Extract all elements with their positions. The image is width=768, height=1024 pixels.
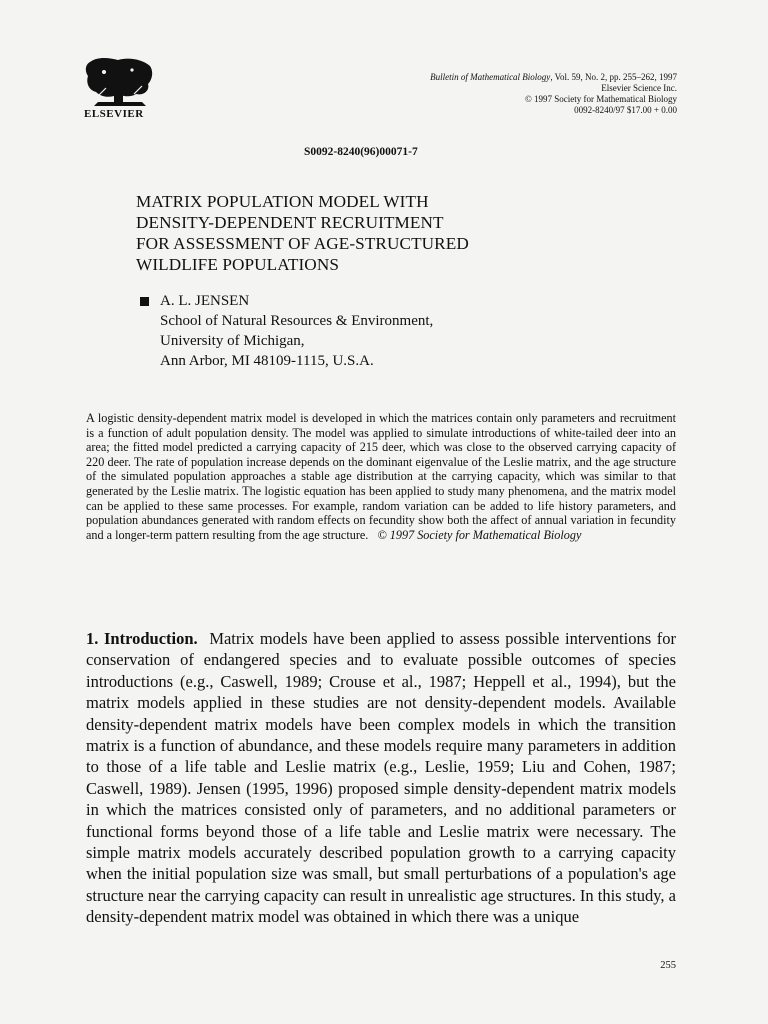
author-block [140,291,560,371]
title-line: DENSITY-DEPENDENT RECRUITMENT [136,213,444,232]
publisher-logo-text: ELSEVIER [84,108,144,120]
abstract-copyright: © 1997 Society for Mathematical Biology [377,527,582,542]
journal-line [317,72,677,83]
affiliation-line: School of Natural Resources & Environment, [160,313,434,329]
title-line: WILDLIFE POPULATIONS [136,255,339,274]
title-line: FOR ASSESSMENT OF AGE-STRUCTURED [136,234,469,253]
journal-citation [317,72,677,116]
author-name: A. L. JENSEN [160,293,250,309]
author-line [140,291,560,311]
journal-name: Bulletin of Mathematical Biology [430,72,551,82]
abstract [86,411,676,542]
tree-logo-icon [84,56,156,108]
article-title [136,191,616,275]
abstract-text: A logistic density-dependent matrix model is developed in which the matrices contain only parameters and recruitment is a function of adult population density. The model was applied to simulate introductions of white-tailed deer into an area; the fitted model predicted a carrying capacity of 215 deer, which was close to the observed carrying capacity of 220 deer. The rate of population increase depends on the dominant eigenvalue of the Leslie matrix, and the age structure of the simulated population approaches a stable age distribution at the carrying capacity, which was similar to that generated by the Leslie matrix. The logistic equation has been applied to study many phenomena, and the matrix model can be applied to these same processes. For example, random variation can be added to life history parameters, and population abundances generated with random effects on fecundity show both the affect of annual variation in fecundity and a longer-term pattern resulting from the age structure. [86,411,676,542]
affiliation-line: University of Michigan, [160,333,305,349]
publisher-line: Elsevier Science Inc. [601,83,677,93]
elsevier-logo [84,56,156,118]
introduction-text: Matrix models have been applied to assess possible interventions for conservation of endangered species and to evaluate possible outcomes of species introductions (e.g., Caswell, 1989; Crouse et al., 1987; Heppell et al., 1994), but the matrix models applied in these studies are not density-dependent models. Available density-dependent matrix models have been complex models in which the transition matrix is a function of abundance, and these models require many parameters in addition to those of a life table and Leslie matrix (e.g., Leslie, 1959; Liu and Cohen, 1987; Caswell, 1989). Jensen (1995, 1996) proposed simple density-dependent matrix models in which the matrices consisted only of parameters, and no additional parameters or functional forms beyond those of a life table and Leslie matrix were necessary. The simple matrix models accurately described population growth to a carrying capacity when the initial population size was small, but small perturbations of a population's age structure near the carrying capacity can result in unrealistic age structures. In this study, a density-dependent matrix model was obtained in which there was a unique [86,629,676,927]
copyright-line: © 1997 Society for Mathematical Biology [524,94,677,104]
introduction-section [86,628,676,928]
journal-volume: , Vol. 59, No. 2, pp. 255–262, 1997 [550,72,677,82]
square-bullet-icon [140,297,149,306]
issn-line: 0092-8240/97 $17.00 + 0.00 [574,105,677,115]
article-identifier: S0092-8240(96)00071-7 [304,146,418,158]
title-line: MATRIX POPULATION MODEL WITH [136,192,429,211]
page-number: 255 [660,960,676,971]
affiliation-line: Ann Arbor, MI 48109-1115, U.S.A. [160,353,374,369]
section-heading: 1. Introduction. [86,629,198,648]
